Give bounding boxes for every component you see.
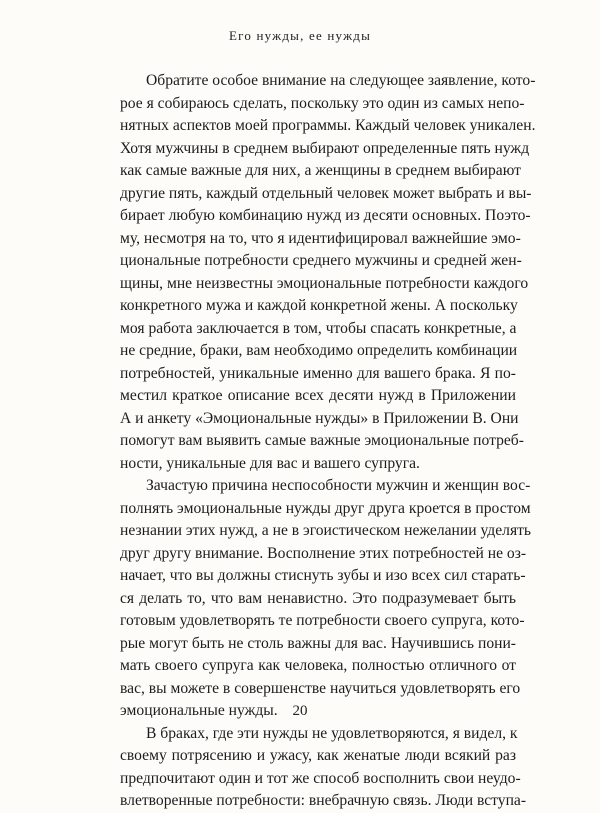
text-line: бирает любую комбинацию нужд из десяти основных. Поэто- [120,207,531,224]
text-line: как самые важные для них, а женщины в среднем выбирают [120,162,521,179]
text-line: щины, мне неизвестны эмоциональные потребности каждого [120,274,529,292]
text-line: эмоциональные нужды. [120,702,278,719]
text-line: Обратите особое внимание на следующее заявление, кото- [146,72,536,89]
text-line: моя работа заключается в том, чтобы спасать конкретные, а [120,319,517,337]
text-line: конкретного мужа и каждой конкретной жены. А поскольку [120,297,518,314]
page-number: 20 [292,703,308,719]
text-line: нятных аспектов моей программы. Каждый человек уникален. [120,117,536,134]
text-line: вас, вы можете в совершенстве научиться удовлетворять его [120,679,521,697]
text-line: местил краткое описание всех десяти нужд в Приложении [120,387,516,404]
text-line: циональные потребности среднего мужчины и средней жен- [120,252,522,269]
text-line: Хотя мужчины в среднем выбирают определенные пять нужд [120,139,530,157]
text-line: В браках, где эти нужды не удовлетворяются, я видел, к [146,724,518,742]
text-line: А и анкету «Эмоциональные нужды» в Приложении В. Они [120,409,519,427]
body-text [120,70,536,813]
text-line: му, несмотря на то, что я идентифицировал важнейшие эмо- [120,229,521,247]
text-line: помогут вам выявить самые важные эмоциональные потреб- [120,432,524,449]
text-line: мать своего супруга как человека, полностью отличного от [120,657,516,674]
text-line: предпочитают один и тот же способ восполнить свои неудо- [120,769,521,787]
running-header: Его нужды, ее нужды [228,28,372,43]
text-line: незнании этих нужд, а не в эгоистическом нежелании уделять [120,522,532,539]
text-line: начает, что вы должны стиснуть зубы и изо всех сил старать- [120,567,526,584]
text-line: потребностей, уникальные именно для вашего брака. Я по- [120,364,516,382]
text-line: своему потрясению и ужасу, как женатые люди всякий раз [120,747,516,764]
text-line: ся делать то, что вам ненавистно. Это подразумевает быть [120,589,516,607]
text-line: не средние, браки, вам необходимо определить комбинации [120,342,518,359]
text-line: ности, уникальные для вас и вашего супруга. [120,454,420,472]
text-line: другие пять, каждый отдельный человек может выбрать и вы- [120,184,532,202]
text-line: влетворенные потребности: внебрачную связь. Люди вступа- [120,792,527,809]
text-line: полнять эмоциональные нужды друг друга кроется в простом [120,499,531,517]
text-line: Зачастую причина неспособности мужчин и женщин вос- [146,477,531,494]
text-line: друг другу внимание. Восполнение этих потребностей не оз- [120,544,527,562]
text-line: готовым удовлетворять те потребности своего супруга, кото- [120,612,525,629]
text-line: рое я собираюсь сделать, поскольку это один из самых непо- [120,94,525,112]
text-line: рые могут быть не столь важны для вас. Научившись пони- [120,634,516,652]
